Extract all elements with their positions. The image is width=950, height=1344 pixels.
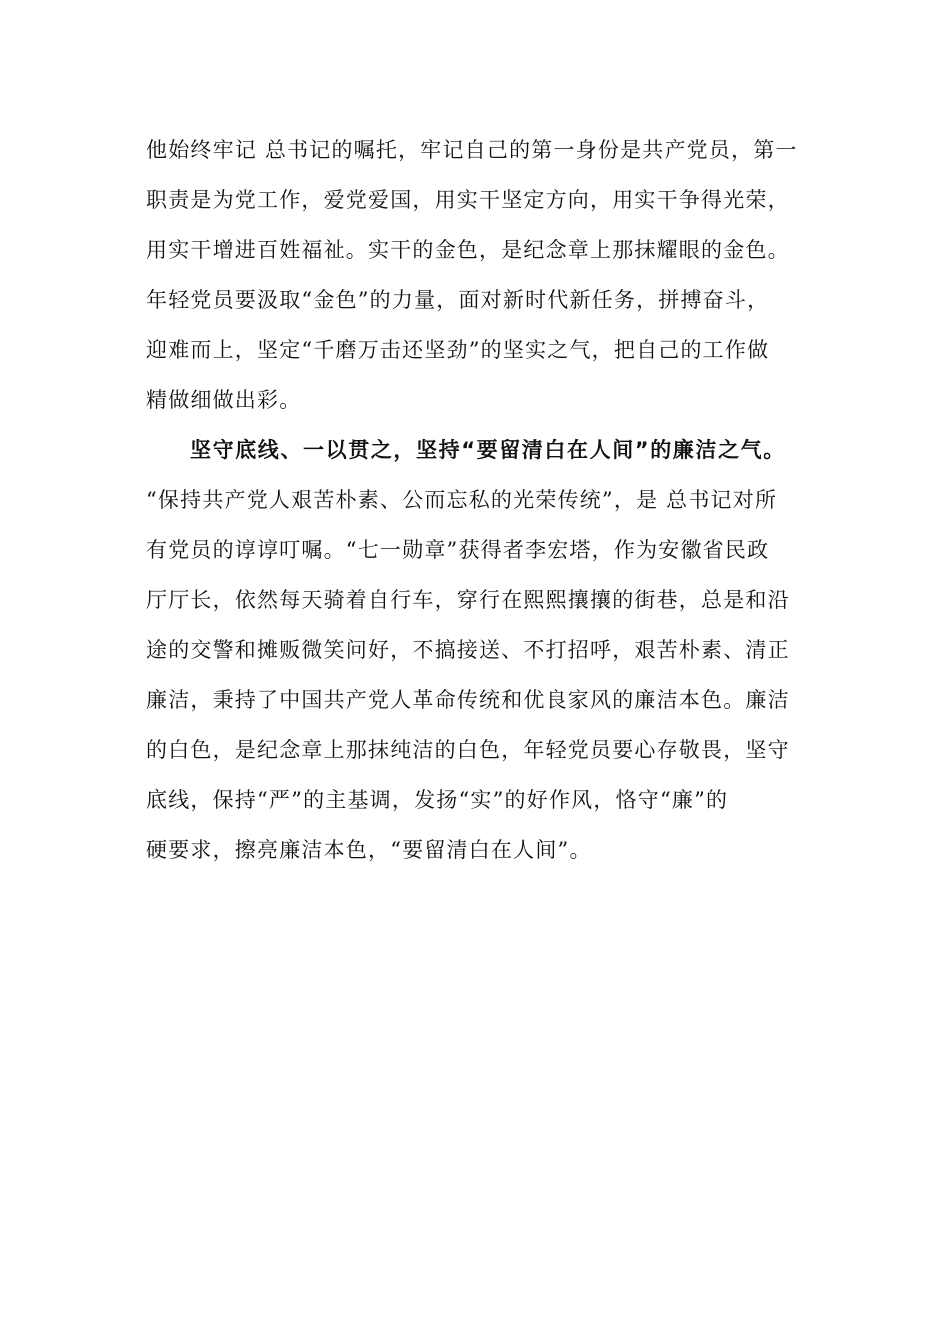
paragraph-2-line-7: 底线，保持“严”的主基调，发扬“实”的好作风，恪守“廉”的 (146, 788, 729, 812)
paragraph-2-line-5: 廉洁，秉持了中国共产党人革命传统和优良家风的廉洁本色。廉洁 (146, 688, 790, 712)
paragraph-1-line-5: 迎难而上，坚定“千磨万击还坚劲”的坚实之气，把自己的工作做 (146, 338, 770, 362)
paragraph-2-line-6: 的白色，是纪念章上那抹纯洁的白色，年轻党员要心存敬畏，坚守 (146, 738, 790, 762)
paragraph-1-line-1: 他始终牢记 总书记的嘱托，牢记自己的第一身份是共产党员，第一 (146, 138, 798, 162)
paragraph-2-line-1: “保持共产党人艰苦朴素、公而忘私的光荣传统”，是 总书记对所 (146, 488, 778, 512)
paragraph-2-line-2: 有党员的谆谆叮嘱。“七一勋章”获得者李宏塔，作为安徽省民政 (146, 538, 770, 562)
paragraph-1-line-6: 精做细做出彩。 (146, 388, 302, 412)
paragraph-2-heading: 坚守底线、一以贯之，坚持“要留清白在人间”的廉洁之气。 (190, 438, 786, 462)
paragraph-2-line-8: 硬要求，擦亮廉洁本色，“要留清白在人间”。 (146, 838, 592, 862)
paragraph-1-line-3: 用实干增进百姓福祉。实干的金色，是纪念章上那抹耀眼的金色。 (146, 238, 790, 262)
paragraph-2-line-3: 厅厅长，依然每天骑着自行车，穿行在熙熙攘攘的街巷，总是和沿 (146, 588, 790, 612)
paragraph-1-line-4: 年轻党员要汲取“金色”的力量，面对新时代新任务，拼搏奋斗， (146, 288, 770, 312)
paragraph-1-line-2: 职责是为党工作，爱党爱国，用实干坚定方向，用实干争得光荣， (146, 188, 790, 212)
paragraph-2-line-4: 途的交警和摊贩微笑问好，不搞接送、不打招呼，艰苦朴素、清正 (146, 638, 790, 662)
